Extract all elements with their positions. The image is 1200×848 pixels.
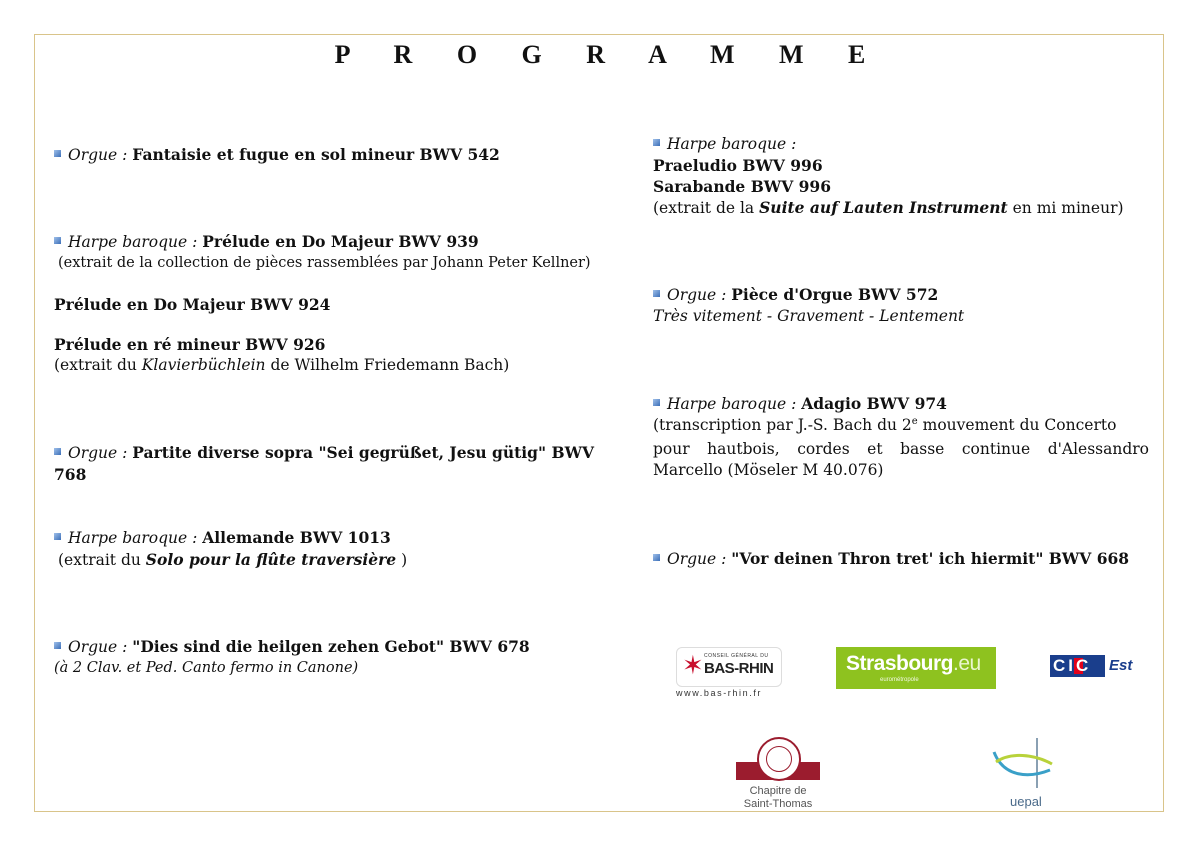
- program-item: Orgue : "Dies sind die heilgen zehen Gebot" BWV 678 (à 2 Clav. et Ped. Canto fermo in Canone): [54, 637, 530, 676]
- uepal-logo: uepal: [988, 730, 1068, 812]
- program-item: Prélude en Do Majeur BWV 924: [54, 295, 331, 314]
- program-item: Orgue : Partite diverse sopra "Sei gegrüßet, Jesu gütig" BWV 768: [54, 443, 595, 484]
- program-item: Harpe baroque : Praeludio BWV 996 Sarabande BWV 996 (extrait de la Suite auf Lauten Instrument en mi mineur): [653, 135, 1124, 217]
- square-bullet-icon: [653, 139, 660, 146]
- bas-rhin-emblem-icon: ✶: [682, 650, 704, 680]
- square-bullet-icon: [54, 533, 61, 540]
- program-item: Harpe baroque : Allemande BWV 1013 (extrait du Solo pour la flûte traversière ): [54, 527, 614, 571]
- square-bullet-icon: [54, 150, 61, 157]
- strasbourg-logo: Strasbourg.eu eurométropole: [836, 647, 996, 689]
- program-item: Orgue : Pièce d'Orgue BWV 572 Très vitement - Gravement - Lentement: [653, 285, 965, 325]
- square-bullet-icon: [54, 237, 61, 244]
- square-bullet-icon: [653, 290, 660, 297]
- square-bullet-icon: [653, 554, 660, 561]
- program-item: Harpe baroque : Prélude en Do Majeur BWV 939 (extrait de la collection de pièces rassemblées par Johann Peter Kellner): [54, 231, 614, 274]
- bas-rhin-logo: ✶ CONSEIL GÉNÉRAL DU BAS-RHIN www.bas-rhin.fr: [672, 645, 784, 703]
- square-bullet-icon: [54, 448, 61, 455]
- uepal-emblem-icon: [990, 748, 1054, 784]
- square-bullet-icon: [653, 399, 660, 406]
- page-title: P R O G R A M M E: [334, 40, 885, 69]
- chapitre-saint-thomas-logo: Chapitre de Saint-Thomas: [732, 737, 824, 813]
- program-item: Orgue : "Vor deinen Thron tret' ich hiermit" BWV 668: [653, 548, 1149, 570]
- cic-est-logo: CIC Est: [1050, 655, 1138, 677]
- program-item: Orgue : Fantaisie et fugue en sol mineur BWV 542: [54, 144, 614, 166]
- program-item: Harpe baroque : Adagio BWV 974 (transcription par J.-S. Bach du 2e mouvement du Concerto pour hautbois, cordes et basse continue d'Alessandro Marcello (Möseler M 40.076): [653, 394, 1149, 479]
- square-bullet-icon: [54, 642, 61, 649]
- seal-icon: [757, 737, 801, 781]
- program-item: Prélude en ré mineur BWV 926 (extrait du Klavierbüchlein de Wilhelm Friedemann Bach): [54, 335, 510, 374]
